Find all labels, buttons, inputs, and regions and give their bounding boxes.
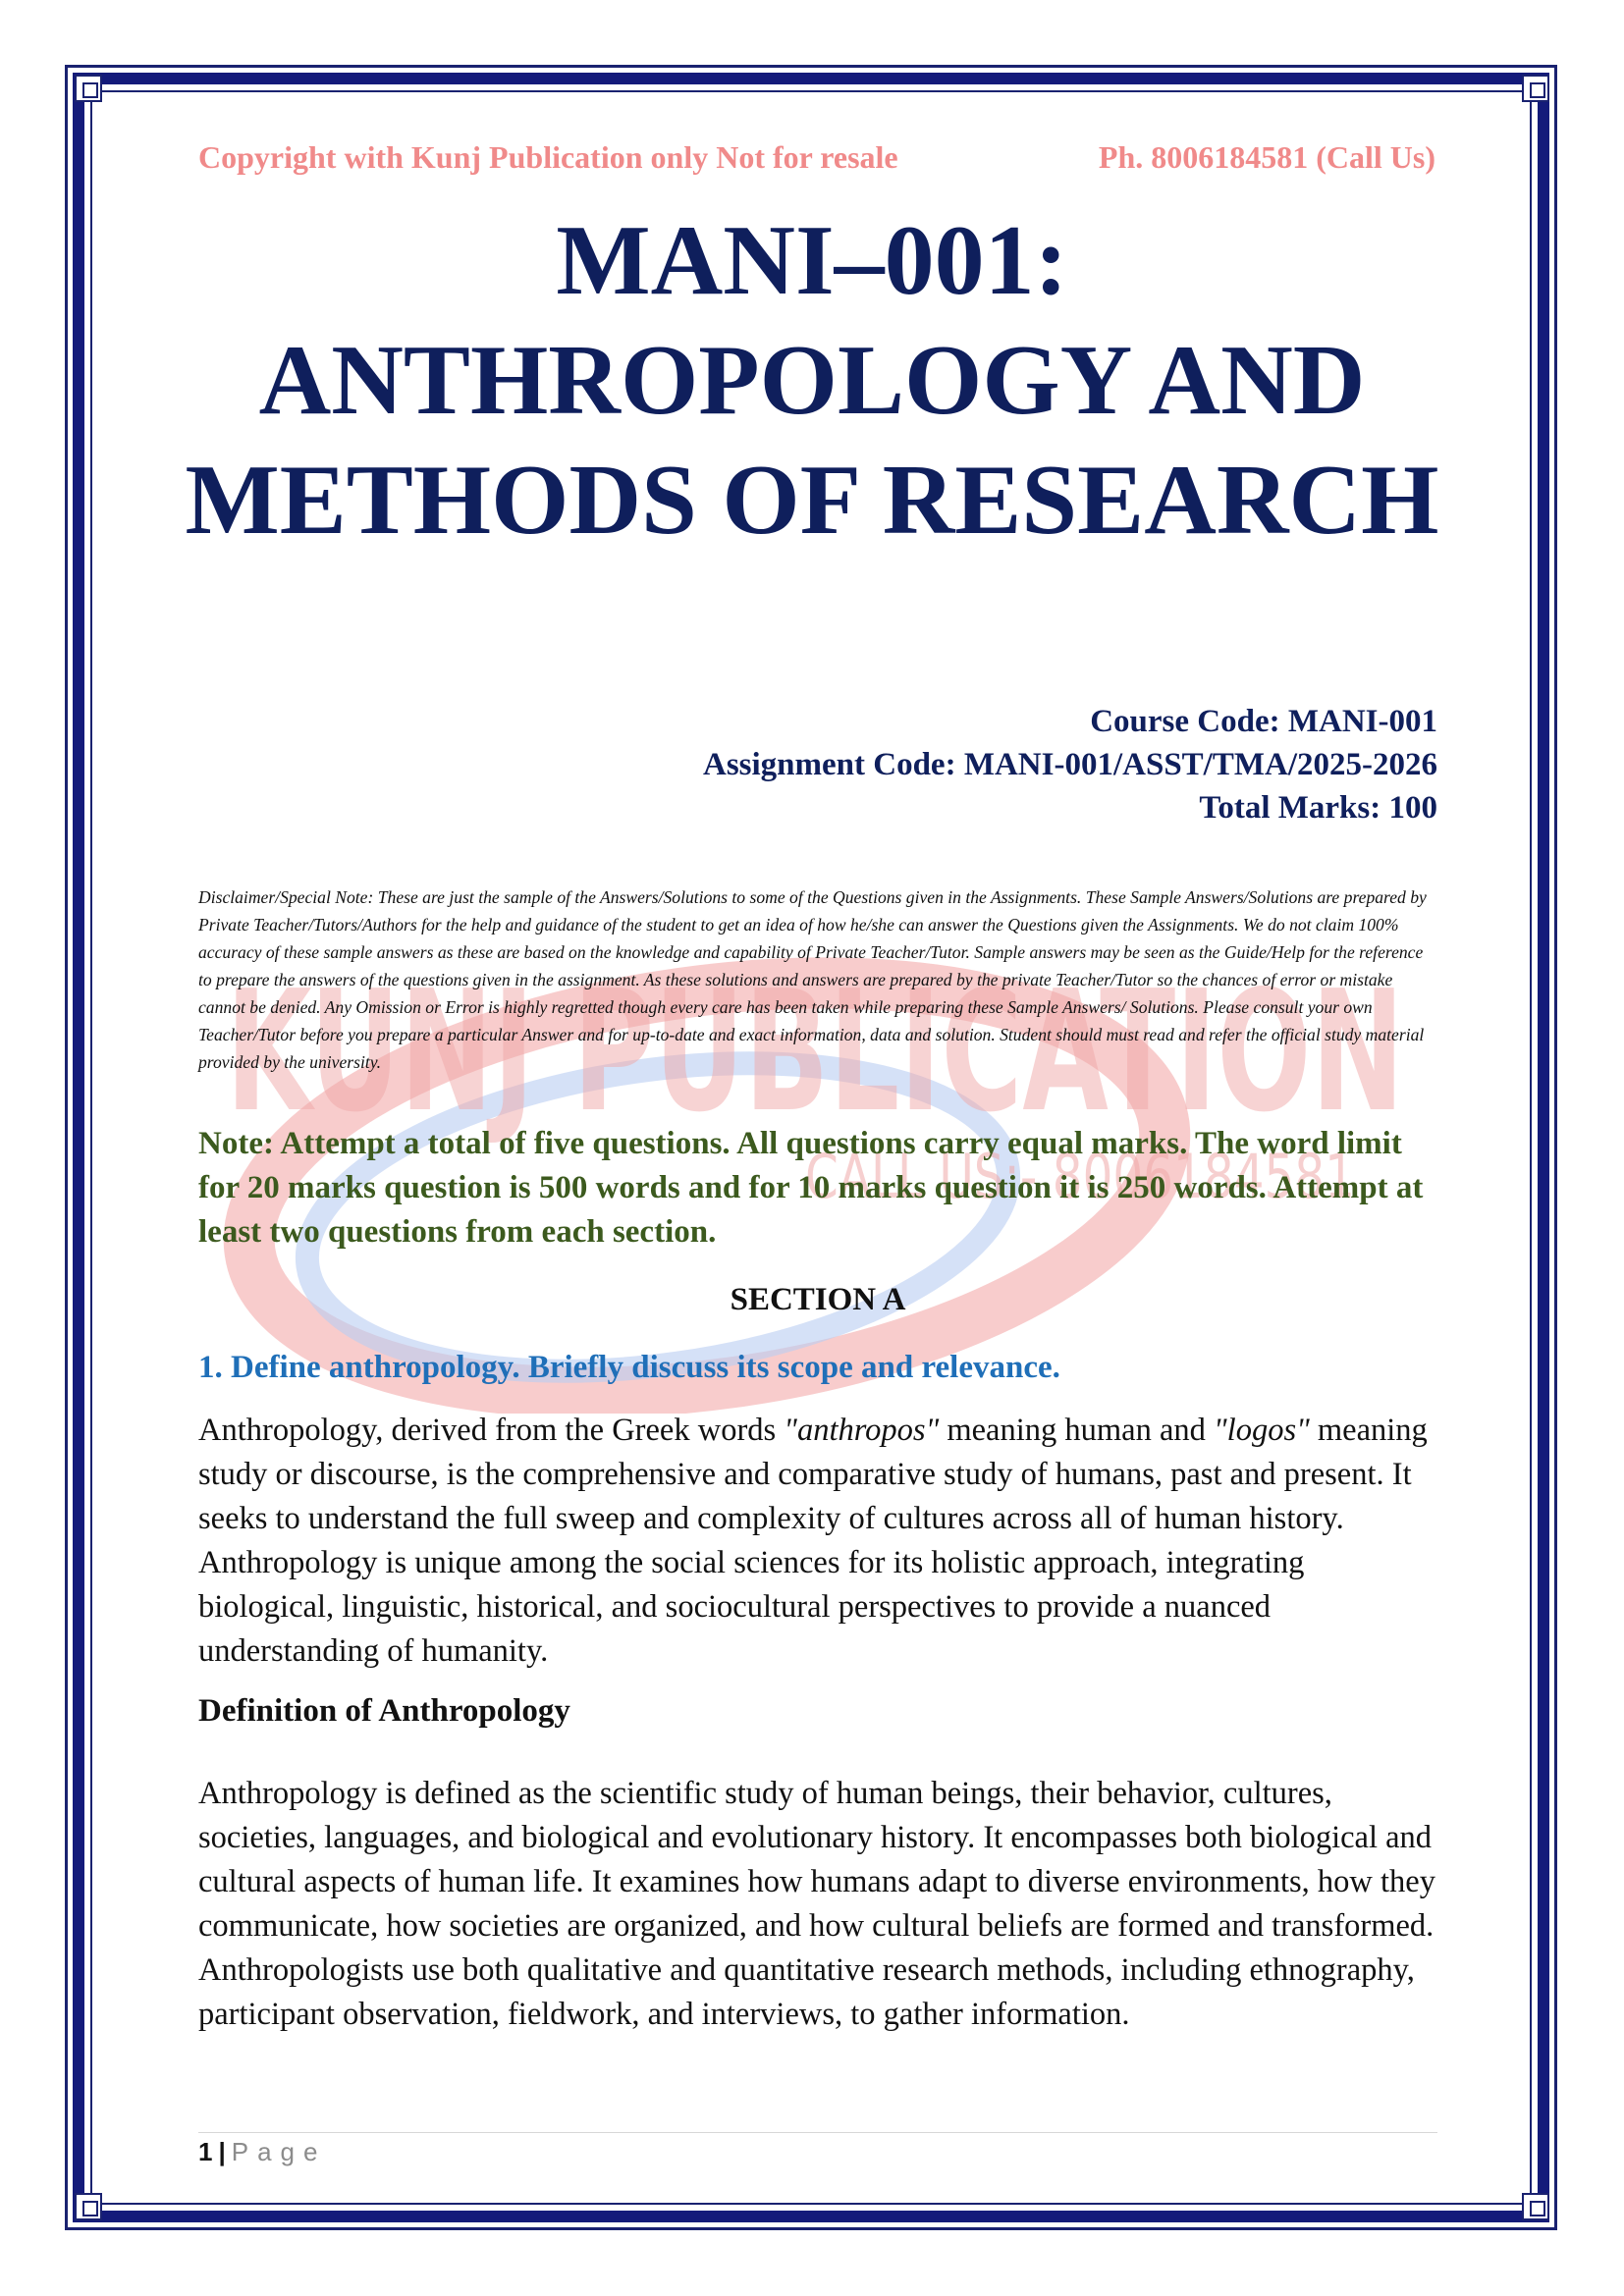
border-corner-bottom-right bbox=[1522, 2193, 1549, 2220]
copyright-line bbox=[198, 139, 1437, 176]
para1-term-logos: "logos" bbox=[1214, 1413, 1310, 1448]
disclaimer-note: Disclaimer/Special Note: These are just the sample of the Answers/Solutions to some of the Questions given in the Assignments. These Sample Answers/Solutions are prepared by Private Teacher/Tutors/Authors for the help and guidance of the student to get an idea of how he/she can answer the Questions given the Assignments. We do not claim 100% accuracy of these sample answers as these are based on the knowledge and capability of Private Teacher/Tutor. Sample answers may be seen as the Guide/Help for the reference to prepare the answers of the questions given in the assignment. As these solutions and answers are prepared by the private Teacher/Tutor so the chances of error or mistake cannot be denied. Any Omission or Error is highly regretted though every care has been taken while preparing these Sample Answers/ Solutions. Please consult your own Teacher/Tutor before you prepare a particular Answer and for up-to-date and exact information, data and solution. Student should must read and refer the official study material provided by the university. bbox=[198, 887, 1427, 1072]
page-number: 1 bbox=[198, 2137, 213, 2166]
phone-text: Ph. 8006184581 (Call Us) bbox=[1098, 139, 1435, 175]
page-separator: | bbox=[218, 2137, 226, 2166]
document-title bbox=[157, 201, 1467, 561]
section-heading: SECTION A bbox=[730, 1282, 906, 1317]
answer-paragraph-1 bbox=[198, 1409, 1437, 1674]
course-code: Course Code: MANI-001 bbox=[1090, 704, 1437, 739]
border-corner-top-right bbox=[1522, 75, 1549, 102]
title-line-3: METHODS OF RESEARCH bbox=[185, 445, 1439, 556]
total-marks: Total Marks: 100 bbox=[1199, 790, 1437, 826]
instructions-note: Note: Attempt a total of five questions. All questions carry equal marks. The word limit for 20 marks question is 500 words and for 10 marks question it is 250 words. Attempt at least two questions from each section. bbox=[198, 1126, 1424, 1250]
title-line-2: ANTHROPOLOGY AND bbox=[258, 325, 1366, 436]
svg-text:CALL US:- 8006184581: CALL US:- 8006184581 bbox=[805, 1141, 1355, 1212]
svg-text:KUNJ PUBLICATION: KUNJ PUBLICATION bbox=[226, 955, 1404, 1149]
para1-term-anthropos: "anthropos" bbox=[784, 1413, 940, 1448]
answer-paragraph-2: Anthropology is defined as the scientific study of human beings, their behavior, cultures, societies, languages, and biological and evolutionary history. It encompasses both biological and cultural aspects of human life. It examines how humans adapt to diverse environments, how they communicate, how societies are organized, and how cultural beliefs are formed and transformed. Anthropologists use both qualitative and quantitative research methods, including ethnography, participant observation, fieldwork, and interviews, to gather information. bbox=[198, 1776, 1435, 2032]
page-word: Page bbox=[231, 2137, 327, 2166]
para1-text-b: meaning human and bbox=[939, 1413, 1215, 1448]
footer-divider bbox=[198, 2132, 1437, 2133]
assignment-codes bbox=[198, 700, 1437, 829]
border-corner-bottom-left bbox=[75, 2193, 102, 2220]
page-footer bbox=[198, 2137, 326, 2167]
question-1: 1. Define anthropology. Briefly discuss its scope and relevance. bbox=[198, 1350, 1060, 1385]
subheading-definition: Definition of Anthropology bbox=[198, 1693, 570, 1729]
para1-text-a: Anthropology, derived from the Greek words bbox=[198, 1413, 785, 1448]
copyright-text: Copyright with Kunj Publication only Not for resale bbox=[198, 139, 898, 175]
border-corner-top-left bbox=[75, 75, 102, 102]
assignment-code: Assignment Code: MANI-001/ASST/TMA/2025-2026 bbox=[702, 747, 1437, 782]
para1-text-c: meaning study or discourse, is the comprehensive and comparative study of humans, past and present. It seeks to understand the full sweep and complexity of cultures across all of human history. Anthropology is unique among the social sciences for its holistic approach, integrating biological, linguistic, historical, and sociocultural perspectives to provide a nuanced understanding of humanity. bbox=[198, 1413, 1428, 1669]
title-line-1: MANI–001: bbox=[556, 205, 1068, 316]
